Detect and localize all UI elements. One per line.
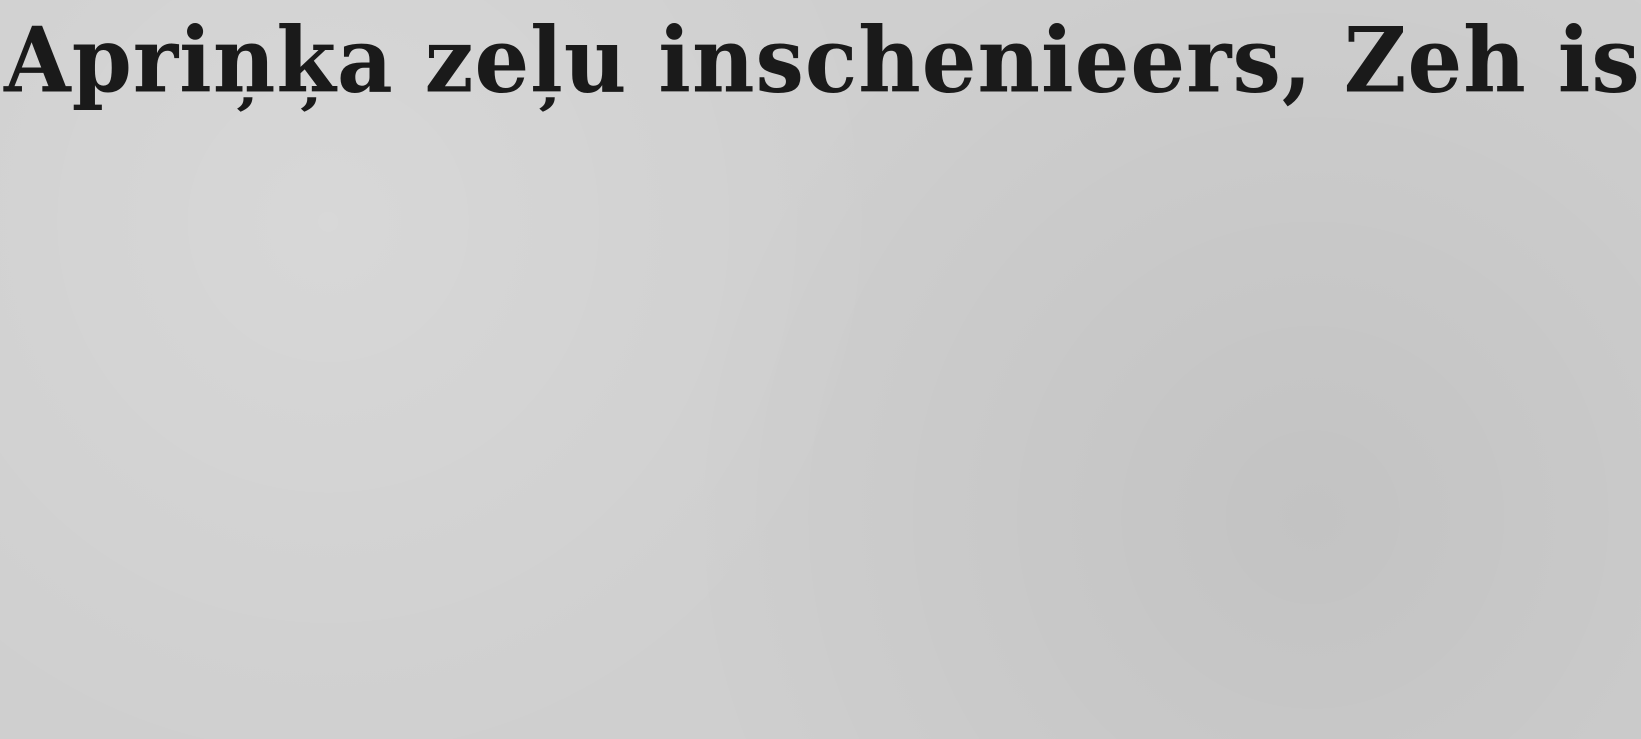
notice-headline: Apriņķa zeļu inschenieers, Zeh is [4, 7, 1641, 114]
